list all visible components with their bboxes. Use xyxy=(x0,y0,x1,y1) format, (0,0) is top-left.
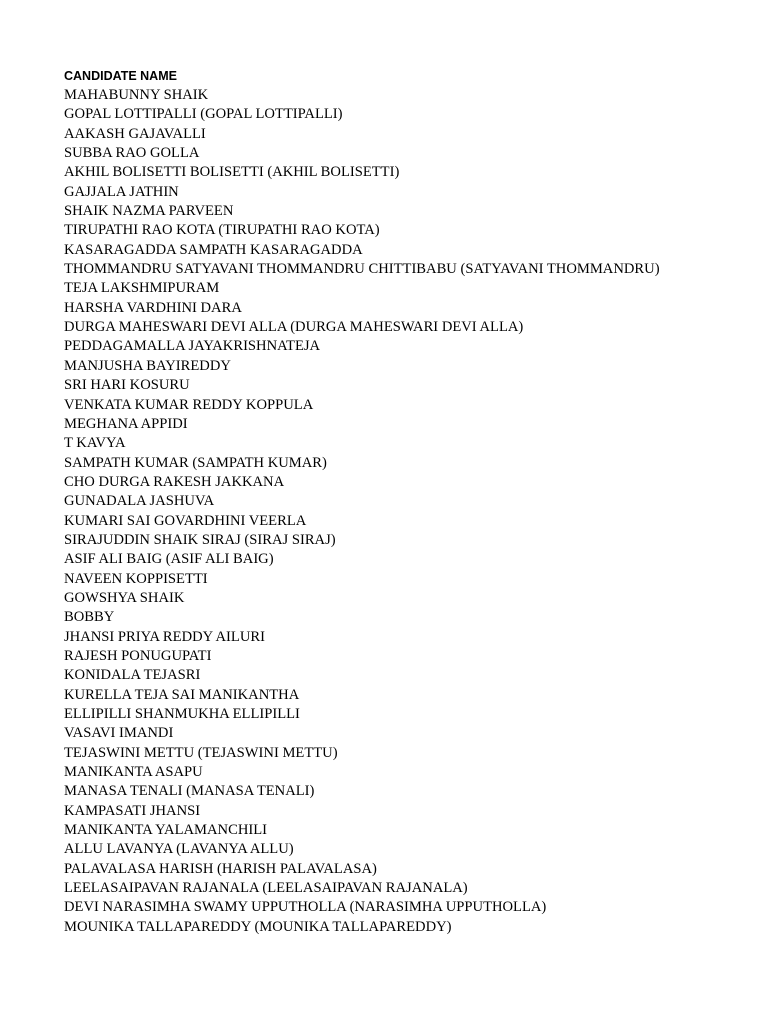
list-item: LEELASAIPAVAN RAJANALA (LEELASAIPAVAN RAJANALA) xyxy=(64,880,468,897)
list-item: PALAVALASA HARISH (HARISH PALAVALASA) xyxy=(64,860,377,877)
list-item: KUMARI SAI GOVARDHINI VEERLA xyxy=(64,512,307,529)
list-item: SIRAJUDDIN SHAIK SIRAJ (SIRAJ SIRAJ) xyxy=(64,531,336,548)
list-item: JHANSI PRIYA REDDY AILURI xyxy=(64,628,265,645)
list-item: CHO DURGA RAKESH JAKKANA xyxy=(64,473,285,490)
list-item: NAVEEN KOPPISETTI xyxy=(64,570,208,587)
list-item: PEDDAGAMALLA JAYAKRISHNATEJA xyxy=(64,338,321,355)
list-item: TEJA LAKSHMIPURAM xyxy=(64,280,220,297)
list-item: KASARAGADDA SAMPATH KASARAGADDA xyxy=(64,241,363,258)
list-item: SAMPATH KUMAR (SAMPATH KUMAR) xyxy=(64,454,327,471)
candidate-list xyxy=(64,86,660,937)
list-item: TIRUPATHI RAO KOTA (TIRUPATHI RAO KOTA) xyxy=(64,222,380,239)
column-header: CANDIDATE NAME xyxy=(64,69,177,83)
list-item: MANIKANTA YALAMANCHILI xyxy=(64,822,267,839)
list-item: MANIKANTA ASAPU xyxy=(64,764,203,781)
list-item: HARSHA VARDHINI DARA xyxy=(64,299,242,316)
list-item: DEVI NARASIMHA SWAMY UPPUTHOLLA (NARASIMHA UPPUTHOLLA) xyxy=(64,899,547,916)
list-item: GOPAL LOTTIPALLI (GOPAL LOTTIPALLI) xyxy=(64,106,343,123)
list-item: THOMMANDRU SATYAVANI THOMMANDRU CHITTIBABU (SATYAVANI THOMMANDRU) xyxy=(64,261,660,278)
list-item: SHAIK NAZMA PARVEEN xyxy=(64,203,234,220)
list-item: GAJJALA JATHIN xyxy=(64,183,179,200)
list-item: BOBBY xyxy=(64,609,115,626)
list-item: MAHABUNNY SHAIK xyxy=(64,87,209,103)
list-item: ALLU LAVANYA (LAVANYA ALLU) xyxy=(64,841,294,858)
list-item: MOUNIKA TALLAPAREDDY (MOUNIKA TALLAPAREDDY) xyxy=(64,918,452,935)
list-item: RAJESH PONUGUPATI xyxy=(64,647,212,664)
list-item: ELLIPILLI SHANMUKHA ELLIPILLI xyxy=(64,706,300,722)
list-item: AAKASH GAJAVALLI xyxy=(64,125,206,142)
list-item: VENKATA KUMAR REDDY KOPPULA xyxy=(64,396,314,413)
list-item: KAMPASATI JHANSI xyxy=(64,802,201,819)
list-item: KURELLA TEJA SAI MANIKANTHA xyxy=(64,686,300,703)
list-item: SRI HARI KOSURU xyxy=(64,377,190,394)
list-item: VASAVI IMANDI xyxy=(64,725,174,742)
list-item: AKHIL BOLISETTI BOLISETTI (AKHIL BOLISETTI) xyxy=(64,164,400,181)
list-item: GOWSHYA SHAIK xyxy=(64,589,185,606)
list-item: T KAVYA xyxy=(64,435,126,452)
list-item: SUBBA RAO GOLLA xyxy=(64,145,200,162)
list-item: TEJASWINI METTU (TEJASWINI METTU) xyxy=(64,744,338,761)
list-item: MANJUSHA BAYIREDDY xyxy=(64,357,231,374)
list-item: KONIDALA TEJASRI xyxy=(64,667,201,684)
list-item: GUNADALA JASHUVA xyxy=(64,493,215,510)
list-item: MEGHANA APPIDI xyxy=(64,415,188,432)
list-item: DURGA MAHESWARI DEVI ALLA (DURGA MAHESWARI DEVI ALLA) xyxy=(64,319,524,336)
list-item: MANASA TENALI (MANASA TENALI) xyxy=(64,783,315,800)
list-item: ASIF ALI BAIG (ASIF ALI BAIG) xyxy=(64,551,274,568)
